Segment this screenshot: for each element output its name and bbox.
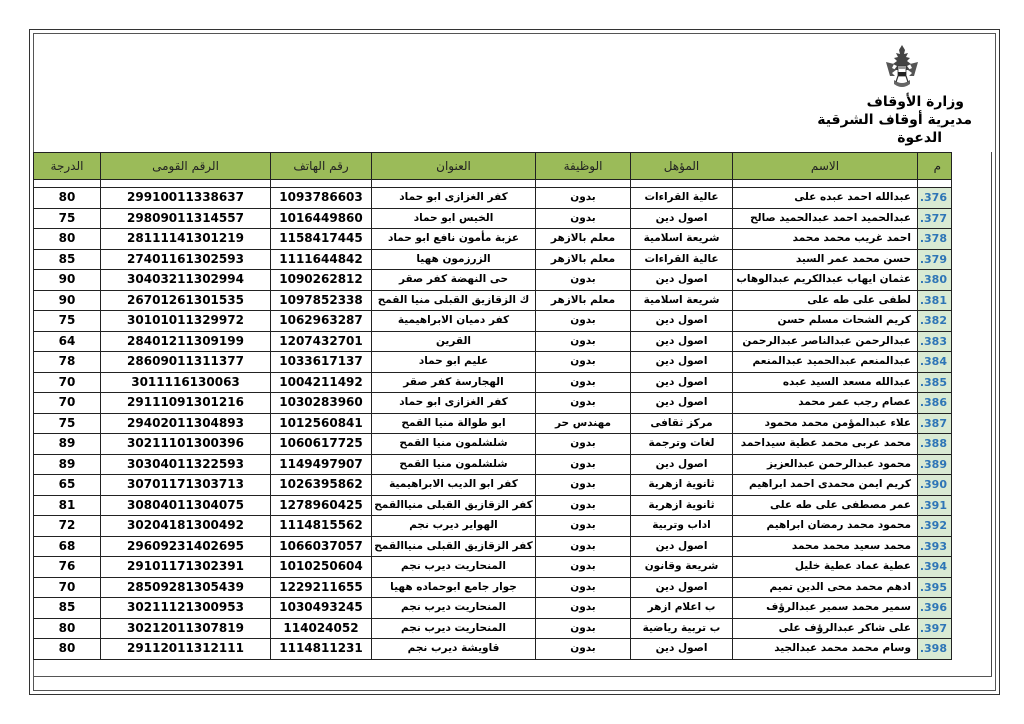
row-job: بدون — [536, 598, 631, 619]
row-job: بدون — [536, 372, 631, 393]
row-national-id: 29809011314557 — [101, 208, 271, 229]
row-name: محمد سعيد محمد محمد — [733, 536, 918, 557]
row-job: بدون — [536, 270, 631, 291]
row-name: عبدالمنعم عبدالحميد عبدالمنعم — [733, 352, 918, 373]
row-address: الزرزمون ههيا — [372, 249, 536, 270]
row-index: 379. — [918, 249, 952, 270]
row-grade: 70 — [34, 372, 101, 393]
row-name: عبدالرحمن عبدالناصر عبدالرحمن — [733, 331, 918, 352]
row-index: 385. — [918, 372, 952, 393]
row-index: 376. — [918, 188, 952, 209]
col-header-index: م — [918, 153, 952, 180]
row-job: معلم بالازهر — [536, 229, 631, 250]
table-row — [34, 270, 952, 291]
row-index: 396. — [918, 598, 952, 619]
spacer-cell — [101, 180, 271, 188]
col-header-qualification: المؤهل — [631, 153, 733, 180]
table-row — [34, 557, 952, 578]
row-national-id: 28401211309199 — [101, 331, 271, 352]
row-phone: 1066037057 — [271, 536, 372, 557]
row-index: 387. — [918, 413, 952, 434]
row-address: شلشلمون منيا القمح — [372, 454, 536, 475]
eagle-emblem-icon — [880, 42, 924, 94]
row-name: على شاكر عبدالرؤف على — [733, 618, 918, 639]
row-index: 388. — [918, 434, 952, 455]
row-address: حى النهضة كفر صقر — [372, 270, 536, 291]
row-grade: 75 — [34, 311, 101, 332]
row-address: كفر ابو الديب الابراهيمية — [372, 475, 536, 496]
row-index: 394. — [918, 557, 952, 578]
row-grade: 81 — [34, 495, 101, 516]
header-spacer-row — [34, 180, 952, 188]
row-qualification: ثانوية ازهرية — [631, 475, 733, 496]
spacer-cell — [271, 180, 372, 188]
row-qualification: ب تربية رياضية — [631, 618, 733, 639]
row-address: الخيس ابو حماد — [372, 208, 536, 229]
row-national-id: 29910011338637 — [101, 188, 271, 209]
row-name: محمود محمد رمضان ابراهيم — [733, 516, 918, 537]
row-index: 389. — [918, 454, 952, 475]
row-grade: 70 — [34, 393, 101, 414]
row-national-id: 30304011322593 — [101, 454, 271, 475]
row-address: كفر الغزازى ابو حماد — [372, 393, 536, 414]
row-phone: 1229211655 — [271, 577, 372, 598]
row-phone: 1004211492 — [271, 372, 372, 393]
row-national-id: 30701171303713 — [101, 475, 271, 496]
row-phone: 1030493245 — [271, 598, 372, 619]
table-row — [34, 536, 952, 557]
row-national-id: 29402011304893 — [101, 413, 271, 434]
row-qualification: عالية القراءات — [631, 188, 733, 209]
row-national-id: 30804011304075 — [101, 495, 271, 516]
spacer-cell — [372, 180, 536, 188]
row-national-id: 30403211302994 — [101, 270, 271, 291]
row-job: بدون — [536, 495, 631, 516]
row-index: 377. — [918, 208, 952, 229]
row-grade: 90 — [34, 270, 101, 291]
row-name: وسام محمد محمد عبدالجيد — [733, 639, 918, 660]
row-qualification: عالية القراءات — [631, 249, 733, 270]
spacer-cell — [918, 180, 952, 188]
row-qualification: اصول دين — [631, 270, 733, 291]
row-job: بدون — [536, 331, 631, 352]
spacer-cell — [34, 180, 101, 188]
row-job: بدون — [536, 454, 631, 475]
row-phone: 1026395862 — [271, 475, 372, 496]
table-row — [34, 352, 952, 373]
row-phone: 1090262812 — [271, 270, 372, 291]
row-grade: 68 — [34, 536, 101, 557]
row-phone: 1012560841 — [271, 413, 372, 434]
row-index: 378. — [918, 229, 952, 250]
row-grade: 89 — [34, 454, 101, 475]
row-qualification: اصول دين — [631, 331, 733, 352]
row-phone: 1158417445 — [271, 229, 372, 250]
row-address: المنحاريت ديرب نجم — [372, 618, 536, 639]
row-job: بدون — [536, 311, 631, 332]
row-grade: 85 — [34, 249, 101, 270]
row-national-id: 29112011312111 — [101, 639, 271, 660]
row-address: القرين — [372, 331, 536, 352]
row-grade: 80 — [34, 188, 101, 209]
row-address: كفر دميان الابراهيمية — [372, 311, 536, 332]
col-header-phone: رقم الهاتف — [271, 153, 372, 180]
row-index: 395. — [918, 577, 952, 598]
row-index: 392. — [918, 516, 952, 537]
table-row — [34, 516, 952, 537]
row-grade: 85 — [34, 598, 101, 619]
row-job: بدون — [536, 352, 631, 373]
row-phone: 1207432701 — [271, 331, 372, 352]
row-qualification: اصول دين — [631, 208, 733, 229]
row-job: بدون — [536, 639, 631, 660]
table-row — [34, 249, 952, 270]
row-qualification: ثانوية ازهرية — [631, 495, 733, 516]
row-job: معلم بالازهر — [536, 290, 631, 311]
row-address: المنحاريت ديرب نجم — [372, 557, 536, 578]
row-index: 381. — [918, 290, 952, 311]
row-name: سمير محمد سمير عبدالرؤف — [733, 598, 918, 619]
right-rule — [991, 152, 992, 676]
row-phone: 1278960425 — [271, 495, 372, 516]
row-grade: 80 — [34, 639, 101, 660]
row-name: كريم الشحات مسلم حسن — [733, 311, 918, 332]
table-row — [34, 618, 952, 639]
directorate-title: مديرية أوقاف الشرقية — [817, 112, 972, 128]
row-job: بدون — [536, 475, 631, 496]
row-national-id: 27401161302593 — [101, 249, 271, 270]
row-national-id: 30211121300953 — [101, 598, 271, 619]
row-index: 383. — [918, 331, 952, 352]
row-qualification: شريعة وقانون — [631, 557, 733, 578]
row-name: كريم ايمن محمدى احمد ابراهيم — [733, 475, 918, 496]
table-row — [34, 393, 952, 414]
table-row — [34, 188, 952, 209]
table-row — [34, 331, 952, 352]
row-qualification: اصول دين — [631, 577, 733, 598]
row-index: 380. — [918, 270, 952, 291]
row-grade: 64 — [34, 331, 101, 352]
row-national-id: 28509281305439 — [101, 577, 271, 598]
row-qualification: اصول دين — [631, 311, 733, 332]
row-national-id: 3011116130063 — [101, 372, 271, 393]
row-grade: 72 — [34, 516, 101, 537]
row-grade: 80 — [34, 618, 101, 639]
row-grade: 75 — [34, 208, 101, 229]
row-name: لطفى على طه على — [733, 290, 918, 311]
row-phone: 1060617725 — [271, 434, 372, 455]
row-national-id: 30101011329972 — [101, 311, 271, 332]
table-row — [34, 208, 952, 229]
row-name: ادهم محمد محى الدين تميم — [733, 577, 918, 598]
row-phone: 1033617137 — [271, 352, 372, 373]
row-qualification: شريعة اسلامية — [631, 290, 733, 311]
row-job: بدون — [536, 208, 631, 229]
row-job: بدون — [536, 557, 631, 578]
row-index: 391. — [918, 495, 952, 516]
col-header-address: العنوان — [372, 153, 536, 180]
table-row — [34, 372, 952, 393]
row-name: عطية عماد عطية خليل — [733, 557, 918, 578]
row-grade: 80 — [34, 229, 101, 250]
row-grade: 65 — [34, 475, 101, 496]
row-index: 386. — [918, 393, 952, 414]
row-national-id: 29609231402695 — [101, 536, 271, 557]
row-job: مهندس حر — [536, 413, 631, 434]
row-name: حسن محمد عمر السيد — [733, 249, 918, 270]
row-name: محمود عبدالرحمن عبدالعزيز — [733, 454, 918, 475]
row-index: 397. — [918, 618, 952, 639]
table-row — [34, 577, 952, 598]
row-job: بدون — [536, 434, 631, 455]
row-job: بدون — [536, 577, 631, 598]
row-grade: 89 — [34, 434, 101, 455]
row-index: 393. — [918, 536, 952, 557]
col-header-name: الاسم — [733, 153, 918, 180]
row-grade: 70 — [34, 577, 101, 598]
row-job: بدون — [536, 516, 631, 537]
row-grade: 78 — [34, 352, 101, 373]
row-address: جوار جامع ابوحماده ههيا — [372, 577, 536, 598]
ministry-title: وزارة الأوقاف — [866, 94, 964, 110]
row-job: بدون — [536, 188, 631, 209]
row-index: 384. — [918, 352, 952, 373]
table-row — [34, 290, 952, 311]
row-index: 398. — [918, 639, 952, 660]
row-name: عبدالله احمد عبده على — [733, 188, 918, 209]
row-address: عزبة مأمون نافع ابو حماد — [372, 229, 536, 250]
table-row — [34, 495, 952, 516]
spacer-cell — [733, 180, 918, 188]
row-national-id: 30204181300492 — [101, 516, 271, 537]
row-name: عمر مصطفى على طه على — [733, 495, 918, 516]
row-phone: 1030283960 — [271, 393, 372, 414]
row-job: معلم بالازهر — [536, 249, 631, 270]
table-row — [34, 434, 952, 455]
row-qualification: اصول دين — [631, 352, 733, 373]
row-phone: 1111644842 — [271, 249, 372, 270]
row-name: عثمان ايهاب عبدالكريم عبدالوهاب — [733, 270, 918, 291]
col-header-national-id: الرقم القومى — [101, 153, 271, 180]
row-phone: 1114811231 — [271, 639, 372, 660]
candidates-table — [33, 152, 952, 660]
table-header-row — [34, 153, 952, 180]
row-job: بدون — [536, 618, 631, 639]
row-address: شلشلمون منيا القمح — [372, 434, 536, 455]
row-qualification: اصول دين — [631, 536, 733, 557]
row-national-id: 28111141301219 — [101, 229, 271, 250]
row-grade: 75 — [34, 413, 101, 434]
row-qualification: اصول دين — [631, 393, 733, 414]
row-address: قاويشة ديرب نجم — [372, 639, 536, 660]
table-row — [34, 413, 952, 434]
row-qualification: مركز ثقافى — [631, 413, 733, 434]
row-qualification: اصول دين — [631, 454, 733, 475]
row-phone: 1093786603 — [271, 188, 372, 209]
row-name: احمد غريب محمد محمد — [733, 229, 918, 250]
row-name: محمد عربى محمد عطية سيداحمد — [733, 434, 918, 455]
row-qualification: شريعة اسلامية — [631, 229, 733, 250]
row-address: ابو طوالة منيا القمح — [372, 413, 536, 434]
department-title: الدعوة — [897, 130, 942, 146]
row-name: عصام رجب عمر محمد — [733, 393, 918, 414]
row-phone: 114024052 — [271, 618, 372, 639]
table-row — [34, 454, 952, 475]
row-qualification: اصول دين — [631, 639, 733, 660]
table-row — [34, 639, 952, 660]
row-qualification: اصول دين — [631, 372, 733, 393]
row-phone: 1149497907 — [271, 454, 372, 475]
row-grade: 76 — [34, 557, 101, 578]
row-national-id: 26701261301535 — [101, 290, 271, 311]
row-phone: 1114815562 — [271, 516, 372, 537]
row-national-id: 30212011307819 — [101, 618, 271, 639]
row-qualification: لغات وترجمة — [631, 434, 733, 455]
row-name: علاء عبدالمؤمن محمد محمود — [733, 413, 918, 434]
row-national-id: 30211101300396 — [101, 434, 271, 455]
table-row — [34, 598, 952, 619]
row-phone: 1010250604 — [271, 557, 372, 578]
row-address: الهواير ديرب نجم — [372, 516, 536, 537]
row-address: كفر الغزازى ابو حماد — [372, 188, 536, 209]
row-address: المنحاريت ديرب نجم — [372, 598, 536, 619]
table-row — [34, 311, 952, 332]
spacer-cell — [536, 180, 631, 188]
row-national-id: 28609011311377 — [101, 352, 271, 373]
row-index: 382. — [918, 311, 952, 332]
row-address: كفر الزقازيق القبلى منياالقمح — [372, 495, 536, 516]
row-address: الهجارسة كفر صقر — [372, 372, 536, 393]
col-header-job: الوظيفة — [536, 153, 631, 180]
row-name: عبدالحميد احمد عبدالحميد صالح — [733, 208, 918, 229]
row-qualification: اداب وتربية — [631, 516, 733, 537]
row-address: ك الزقازيق القبلى منيا القمح — [372, 290, 536, 311]
row-address: عليم ابو حماد — [372, 352, 536, 373]
row-address: كفر الزقازيق القبلى منياالقمح — [372, 536, 536, 557]
row-phone: 1062963287 — [271, 311, 372, 332]
row-name: عبدالله مسعد السيد عبده — [733, 372, 918, 393]
spacer-cell — [631, 180, 733, 188]
row-qualification: ب اعلام ازهر — [631, 598, 733, 619]
row-index: 390. — [918, 475, 952, 496]
row-phone: 1097852338 — [271, 290, 372, 311]
table-row — [34, 229, 952, 250]
row-phone: 1016449860 — [271, 208, 372, 229]
table-row — [34, 475, 952, 496]
bottom-rule — [33, 676, 992, 677]
row-grade: 90 — [34, 290, 101, 311]
row-job: بدون — [536, 536, 631, 557]
row-national-id: 29111091301216 — [101, 393, 271, 414]
col-header-grade: الدرجة — [34, 153, 101, 180]
row-job: بدون — [536, 393, 631, 414]
row-national-id: 29101171302391 — [101, 557, 271, 578]
